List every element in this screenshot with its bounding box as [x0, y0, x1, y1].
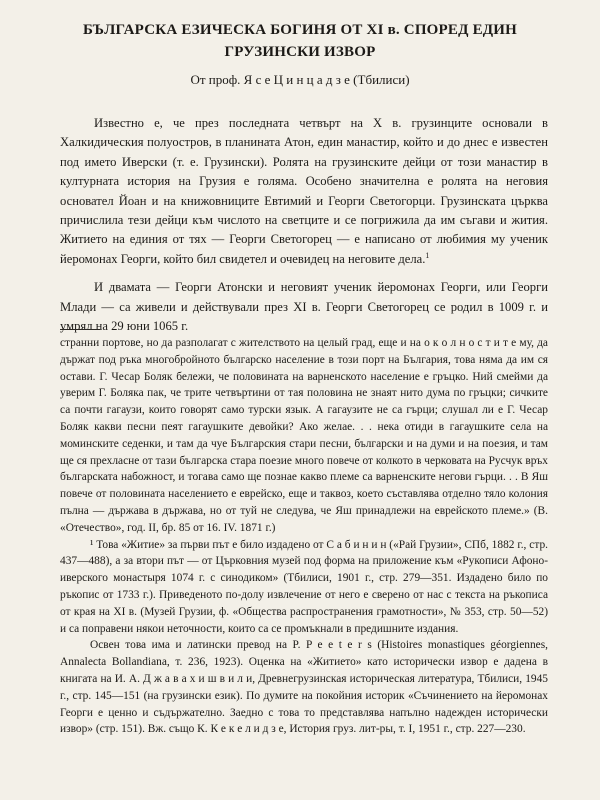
paragraph-1-text: Известно е, че през последната четвърт на X в. грузинците основали в Халкидическия полуостров, в планината Атон, един манастир, който и до днес е известен под името Иверски (т. е. Грузински). Ролята на грузинските дейци от този манастир в културната история на Грузия е голяма. Особено значителна е ролята на неговия основател Йоан и на книжовниците Евтимий и Георги Светогорци. Грузинската църква причислила тези дейци към числото на светците и се погрижила да им съгави и жития. Житието на единия от тях — Георги Светогорец — е написано от любимия му ученик йеромонах Георги, който бил свидетел и очевидец на неговите дела.	[60, 116, 548, 266]
article-title-line-1: БЪЛГАРСКА ЕЗИЧЕСКА БОГИНЯ ОТ XI в. СПОРЕД ЕДИН	[82, 22, 518, 38]
footnote-separator	[60, 329, 100, 330]
footnote-1: ¹ Това «Житие» за първи път е било издадено от С а б и н и н («Рай Грузии», СПб, 1882 г., стр. 437—488), а за втори път — от Църковния музей под форма на приложение към «Рукописи Афоно-иверского монастыря 1074 г. с синодиком» (Тбилиси, 1901 г., стр. 279—351. Издадено било по ръкопис от 1733 г.). Приведеното по-долу извлечение от него е сверено от нас с текста на ръкописа от края на XI в. (Музей Грузии, ф. «Общества распространения грамотности», № 353, стр. 50—52) и са поправени някои неточности, които са се промъкнали в предишните издания.	[60, 538, 548, 635]
main-text	[60, 114, 548, 336]
article-title-line-2: ГРУЗИНСКИ ИЗВОР	[224, 44, 376, 60]
author-line: От проф. Я с е Ц и н ц а д з е (Тбилиси)	[190, 72, 410, 87]
footnotes	[60, 335, 548, 738]
footnote-1-continued: Освен това има и латински превод на P. P e e t e r s (Histoires monastiques géorgiennes, Annalecta Bollandiana, т. 236, 1923). Оценка на «Житието» като исторически извор е дадена в книгата на И. А. Д ж а в а х и ш в и л и, Древнегрузинская историческая литература, Тбилиси, 1945 г., стр. 145—151 (на грузински език). По думите на покойния историк «Съчинението на йеромонах Георги е ценно и съдържателно. Заедно с това то представлява напълно надежден исторически извор» (стр. 151). Вж. също К. К е к е л и д з е, История груз. лит-ры, т. I, 1951 г., стр. 227—230.	[60, 639, 548, 736]
paragraph-2: И двамата — Георги Атонски и неговият ученик йеромонах Георги, или Георги Млади — са живели и действували през XI в. Георги Светогорец се родил в 1009 г. и умрял на 29 юни 1065 г.	[60, 280, 548, 334]
footnote-continuation: странни портове, но да разполагат с жителството на целый град, еще и на о к о л н о с т и т е му, да държат под ръка многобройното българско население в този порт на България, това няма да им ся остави. Г. Чесар Боляк бележи, че половината на варненското население е гръцко. Ний смейми да уверим Г. Боляка пак, че трите четвъртини от тая половина не знаят нито дума по гръцки; сичките са почти гагаузи, които говорят само турски язык. А гагаузите не са гърци; слушал ли е Г. Чесар Боляк какви песни пеят гагаушките девойки? Ако желае. . . нека отиди в гагаушките села на моминските седенки, и там да чуе Българския стари песни, български и на думи и на поезия, и там ще ся прехласне от тази българска стара поезие много повече от колкото в черковата на Русчук връх българската набожност, и тогава само ще познае какво племе са варненските негови гърци. . . В Яш повече от половината населението е еврейско, еще и таквоз, което съставлява отделно тяло колония пълна — държава в държава, но от туй не следува, че Яш принадлежи на еврейското племе.» (В. «Отечество», год. II, бр. 85 от 16. IV. 1871 г.)	[60, 337, 548, 534]
footnote-marker: 1	[425, 250, 430, 260]
paragraph-1	[60, 114, 548, 269]
